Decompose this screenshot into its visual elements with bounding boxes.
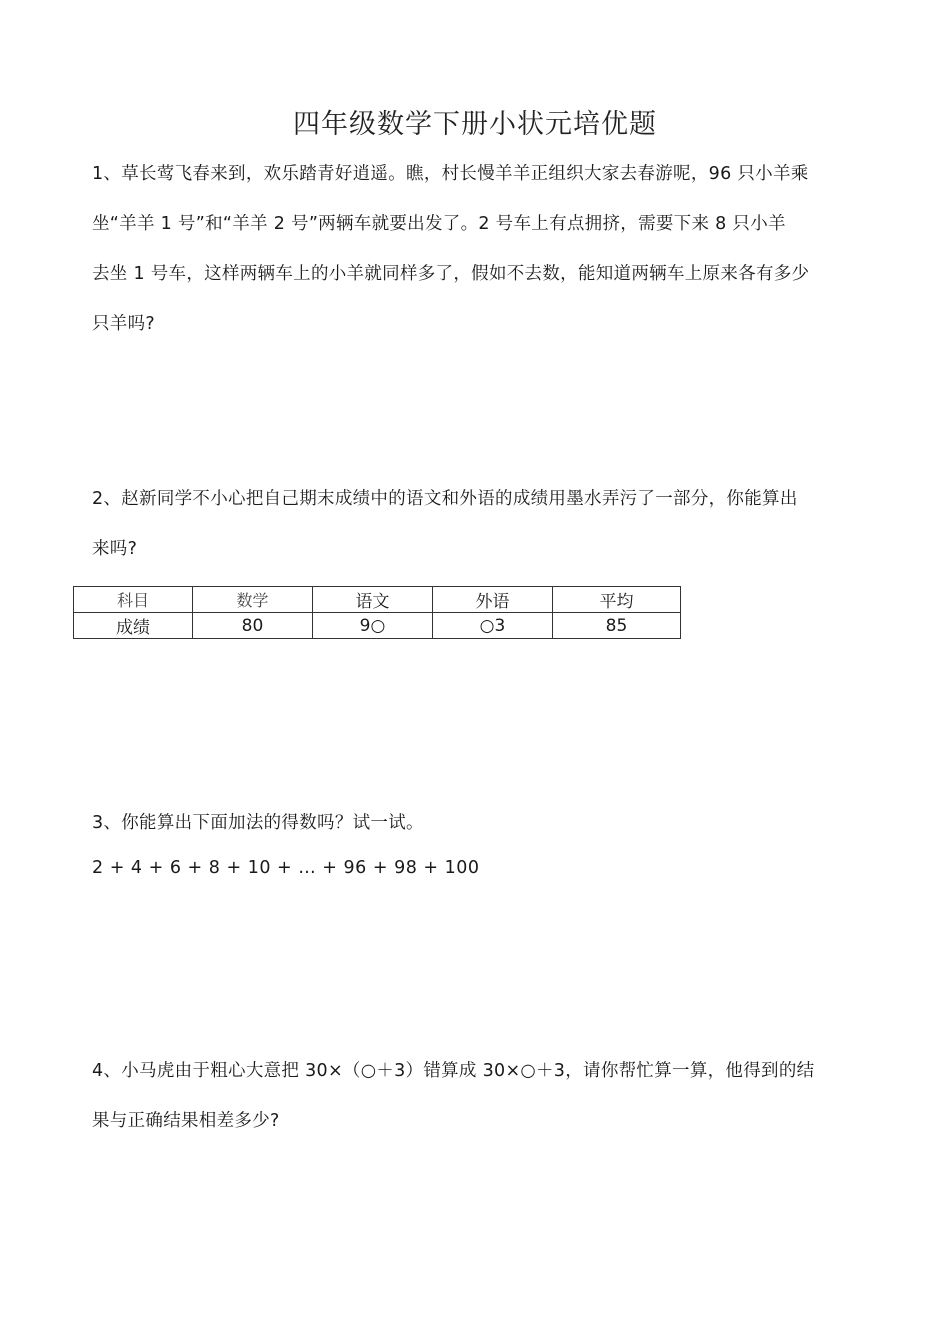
table-cell: 85	[553, 613, 681, 639]
question-1-line: 只羊吗?	[92, 314, 155, 334]
question-1-line: 坐“羊羊 1 号”和“羊羊 2 号”两辆车就要出发了。2 号车上有点拥挤，需要下来 8 只小羊	[92, 214, 786, 234]
question-1-line: 去坐 1 号车，这样两辆车上的小羊就同样多了，假如不去数，能知道两辆车上原来各有多少	[92, 264, 810, 284]
question-4-line: 果与正确结果相差多少?	[92, 1111, 280, 1131]
table-cell: ○3	[433, 613, 553, 639]
table-cell: 成绩	[74, 613, 193, 639]
question-1-line: 1、草长莺飞春来到，欢乐踏青好逍遥。瞧，村长慢羊羊正组织大家去春游呢，96 只小羊乘	[92, 164, 809, 184]
question-1	[92, 149, 867, 349]
table-header-cell: 数学	[193, 587, 313, 613]
table-header-cell: 科目	[74, 587, 193, 613]
table-header-cell: 外语	[433, 587, 553, 613]
question-2-line: 2、赵新同学不小心把自己期末成绩中的语文和外语的成绩用墨水弄污了一部分，你能算出	[92, 489, 798, 509]
score-table-header-row	[74, 587, 681, 613]
question-4	[92, 1046, 867, 1146]
question-3-line: 3、你能算出下面加法的得数吗？试一试。	[92, 813, 424, 833]
table-cell: 80	[193, 613, 313, 639]
table-header-cell: 平均	[553, 587, 681, 613]
table-cell: 9○	[313, 613, 433, 639]
sum-formula: 2 + 4 + 6 + 8 + 10 + … + 96 + 98 + 100	[92, 858, 480, 878]
score-table-row	[74, 613, 681, 639]
table-header-cell: 语文	[313, 587, 433, 613]
score-table	[73, 586, 681, 639]
question-4-line: 4、小马虎由于粗心大意把 30×（○＋3）错算成 30×○＋3，请你帮忙算一算，他得到的结	[92, 1061, 815, 1081]
question-2	[92, 474, 867, 574]
page-title: 四年级数学下册小状元培优题	[293, 109, 657, 140]
question-3	[92, 798, 867, 848]
question-2-line: 来吗?	[92, 539, 138, 559]
